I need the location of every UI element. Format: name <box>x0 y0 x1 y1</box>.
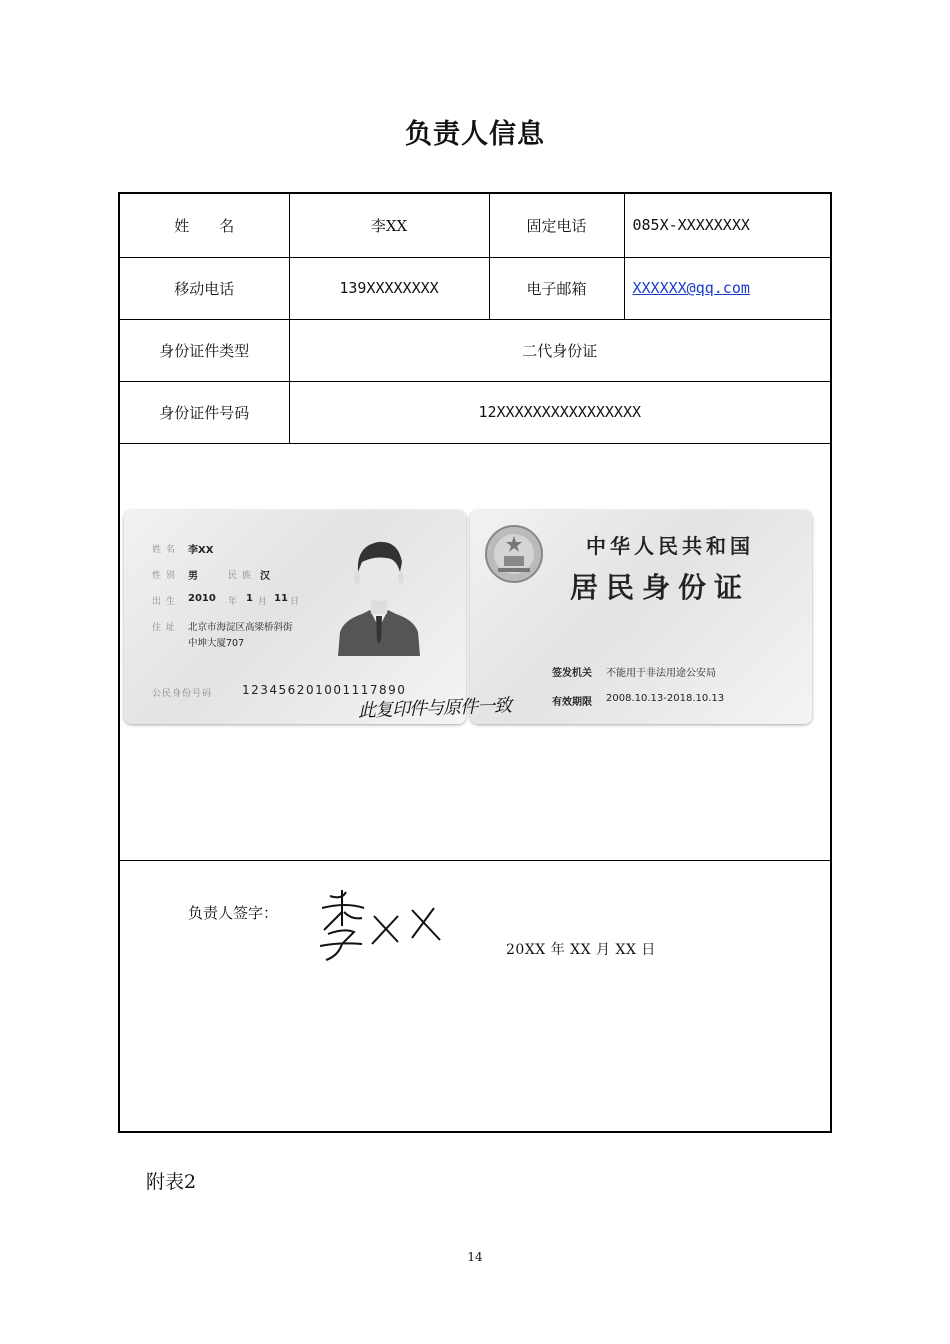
id-card-copy-area <box>120 443 830 861</box>
card-name-value: 李XX <box>188 545 214 556</box>
card-name-label: 姓 名 <box>152 545 176 555</box>
card-birth-year: 2010 <box>188 593 216 604</box>
card-address-line2: 中坤大厦707 <box>188 638 245 649</box>
card-ethnicity-value: 汉 <box>260 571 270 582</box>
table-row <box>120 194 830 257</box>
table-row <box>120 319 830 381</box>
id-type-label: 身份证件类型 <box>120 319 289 381</box>
card-address-line1: 北京市海淀区高梁桥斜街 <box>188 622 293 633</box>
card-title-line1: 中华人民共和国 <box>586 534 754 558</box>
name-label: 姓 名 <box>120 194 289 257</box>
card-birth-day: 11 <box>274 593 288 604</box>
email-label: 电子邮箱 <box>489 257 624 319</box>
authority-value: 不能用于非法用途公安局 <box>606 668 716 679</box>
card-title-line2: 居民身份证 <box>570 571 751 604</box>
portrait-photo <box>336 528 422 656</box>
appendix-label: 附表2 <box>146 1171 197 1193</box>
id-number-value: 12XXXXXXXXXXXXXXXX <box>289 381 830 443</box>
table-row <box>120 381 830 443</box>
page-title: 负责人信息 <box>405 119 545 150</box>
card-birth-label: 出 生 <box>152 597 176 607</box>
fixed-phone-label: 固定电话 <box>489 194 624 257</box>
id-number-label: 身份证件号码 <box>120 381 289 443</box>
certification-note: 此复印件与原件一致 <box>357 695 512 722</box>
mobile-label: 移动电话 <box>120 257 289 319</box>
signature-label: 负责人签字： <box>188 904 279 922</box>
card-month-char: 月 <box>258 597 269 607</box>
id-type-value: 二代身份证 <box>289 319 830 381</box>
info-form <box>118 192 832 1133</box>
table-row <box>120 257 830 319</box>
card-birth-month: 1 <box>246 593 253 604</box>
handwritten-signature <box>316 882 456 972</box>
info-table <box>120 194 830 444</box>
card-ethnicity-label: 民 族 <box>228 571 252 581</box>
email-link[interactable]: XXXXXX@qq.com <box>632 279 750 297</box>
card-gender-value: 男 <box>188 571 198 582</box>
card-id-label: 公民身份号码 <box>152 689 213 699</box>
card-address-label: 住 址 <box>152 623 176 633</box>
signature-date: 20XX 年 XX 月 XX 日 <box>506 942 656 958</box>
name-value: 李XX <box>289 194 489 257</box>
id-card-front <box>124 510 466 724</box>
email-cell <box>624 257 830 319</box>
fixed-phone-value: 085X-XXXXXXXX <box>624 194 830 257</box>
card-gender-label: 性 别 <box>152 571 176 581</box>
national-emblem-icon <box>484 524 544 584</box>
card-year-char: 年 <box>228 597 239 607</box>
validity-value: 2008.10.13-2018.10.13 <box>606 693 725 704</box>
page-number: 14 <box>467 1250 483 1264</box>
mobile-value: 139XXXXXXXX <box>289 257 489 319</box>
authority-label: 签发机关 <box>552 668 592 679</box>
card-day-char: 日 <box>290 597 301 607</box>
card-id-value: 123456201001117890 <box>242 683 407 697</box>
id-card-back <box>470 510 812 724</box>
validity-label: 有效期限 <box>552 697 592 708</box>
